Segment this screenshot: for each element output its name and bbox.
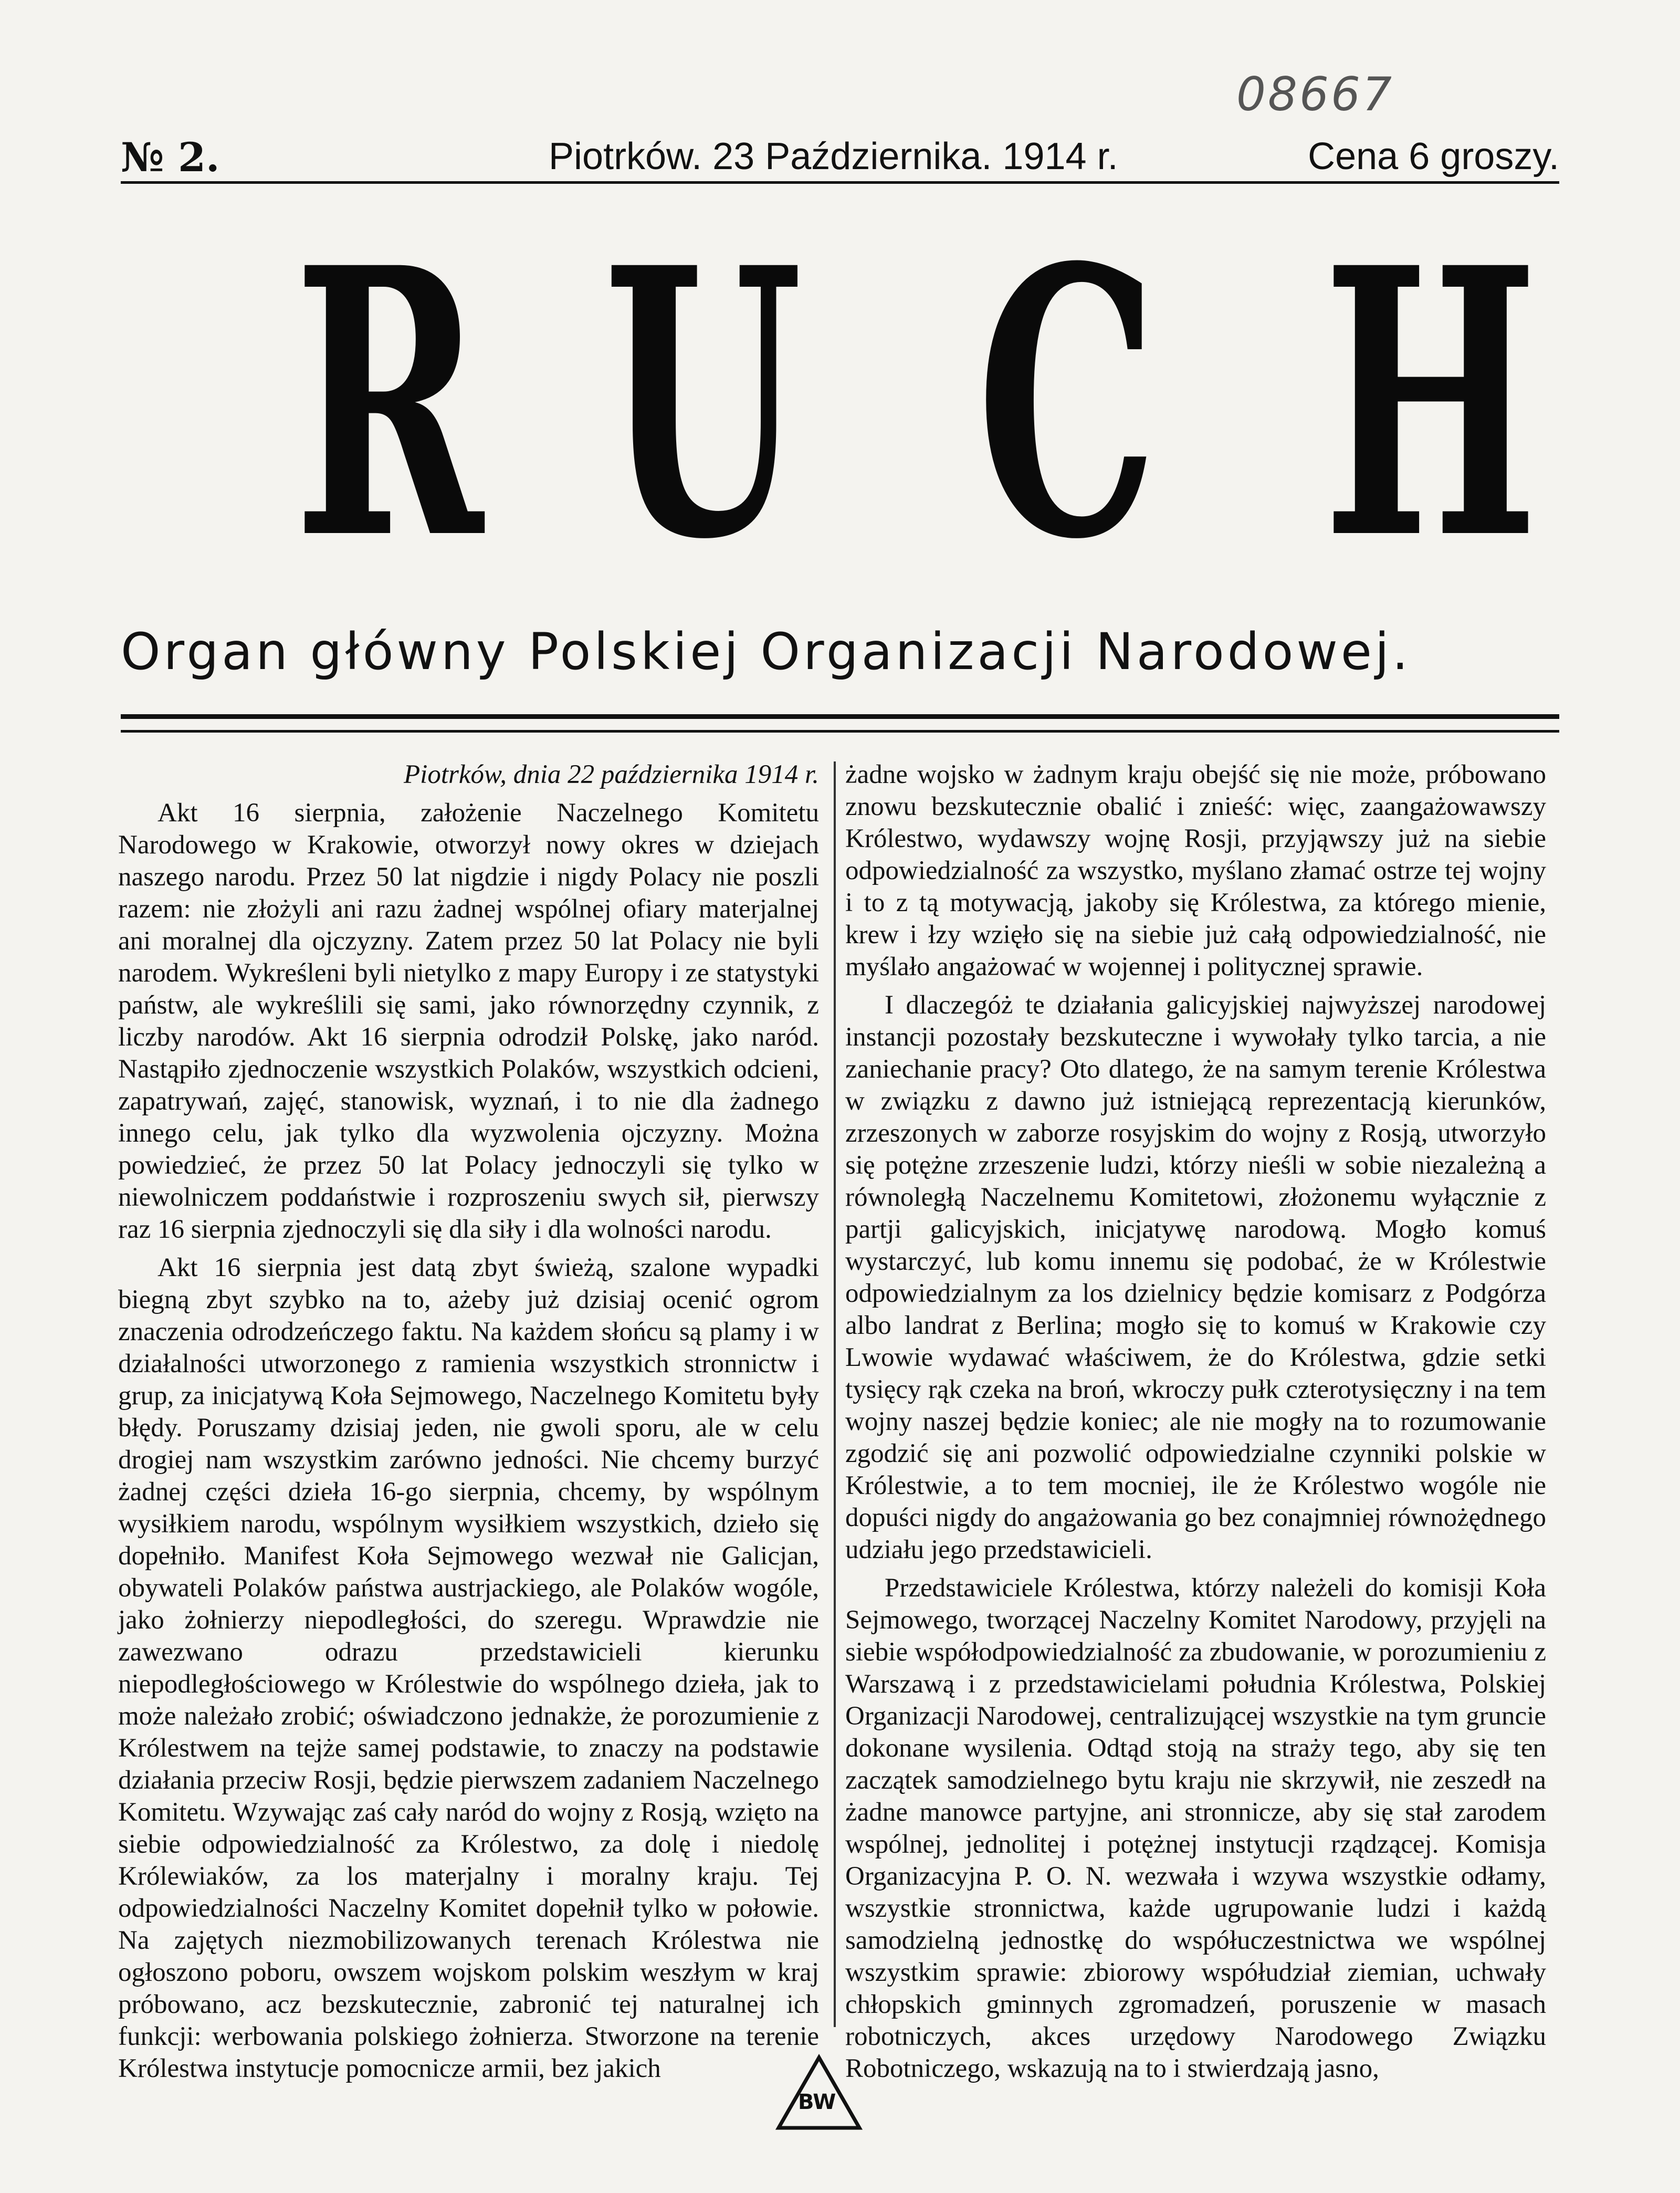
archive-number: 08667 xyxy=(1236,67,1394,121)
title-letter-c: C xyxy=(976,189,1158,620)
newspaper-subtitle: Organ główny Polskiej Organizacji Narodowej. xyxy=(121,622,1412,681)
masthead-rule xyxy=(121,181,1559,184)
article-paragraph: Akt 16 sierpnia jest datą zbyt świeżą, szalone wypadki biegną zbyt szybko na to, ażeby już dzisiaj ocenić ogrom znaczenia odrodzeńczego faktu. Na każdem słońcu są plamy i w działalności utworzonego z ramienia wszystkich stronnictw i grup, za inicjatywą Koła Sejmowego, Naczelnego Komitetu były błędy. Poruszamy dzisiaj jeden, nie gwoli sporu, ale w celu drogiej nam wszystkim zarówno jedności. Nie chcemy burzyć żadnej części dzieła 16-go sierpnia, chcemy, by wspólnym wysiłkiem narodu, wspólnym wysiłkiem wszystkich, dzieło się dopełniło. Manifest Koła Sejmowego wezwał nie Galicjan, obywateli Polaków państwa austrjackiego, ale Polaków wogóle, jako żołnierzy niepodległości, do szeregu. Wprawdzie nie zawezwano odrazu przedstawicieli kierunku niepodległościowego w Królestwie do wspólnego dzieła, jak to może należało zrobić; oświadczono jednakże, że porozumienie z Królestwem na tejże samej podstawie, to znaczy na podstawie działania przeciw Rosji, będzie pierwszem zadaniem Naczelnego Komitetu. Wzywając zaś cały naród do wojny z Rosją, wzięto na siebie odpowiedzialność za Królestwo, za dolę i niedolę Królewiaków, za los materjalny i moralny kraju. Tej odpowiedzialności Naczelny Komitet dopełnił tylko w połowie. Na zajętych niezmobilizowanych terenach Królestwa nie ogłoszono poboru, owszem wojskom polskim weszłym w kraj próbowano, acz bezskutecznie, zabronić tej naturalnej ich funkcji: werbowania polskiego żołnierza. Stworzone na terenie Królestwa instytucje pomocnicze armii, bez jakich xyxy=(118,1253,819,2083)
article-paragraph: żadne wojsko w żadnym kraju obejść się nie może, próbowano znowu bezskutecznie obalić i znieść: więc, zaangażowawszy Królestwo, wydawszy wojnę Rosji, przyjąwszy już na siebie odpowiedzialność za wszystko, myślano złamać ostrze tej wojny i to z tą motywacją, jakoby się Królestwa, za którego mienie, krew i łzy wzięło się na siebie już całą odpowiedzialność, nie myślało angażować w wojennej i politycznej sprawie. xyxy=(845,760,1546,981)
column-divider xyxy=(834,761,836,2027)
article-column-left xyxy=(118,759,819,2085)
article-paragraph: Akt 16 sierpnia, założenie Naczelnego Komitetu Narodowego w Krakowie, otworzył nowy okres w dziejach naszego narodu. Przez 50 lat nigdzie i nigdy Polacy nie poszli razem: nie złożyli ani razu żadnej wspólnej ofiary materjalnej ani moralnej dla ojczyzny. Zatem przez 50 lat Polacy nie byli narodem. Wykreśleni byli nietylko z mapy Europy i ze statystyki państw, ale wykreślili się sami, jako równorzędny czynnik, z liczby narodów. Akt 16 sierpnia odrodził Polskę, jako naród. Nastąpiło zjednoczenie wszystkich Polaków, wszystkich odcieni, zapatrywań, zajęć, stanowisk, wyznań, i to nie dla żadnego innego celu, jak tylko dla wyzwolenia ojczyzny. Można powiedzieć, że przez 50 lat Polacy jednoczyli się tylko w niewolniczem poddaństwie i rozproszeniu swych sił, pierwszy raz 16 sierpnia zjednoczyli się dla siły i dla wolności narodu. xyxy=(118,798,819,1244)
title-letter-u: U xyxy=(604,189,803,620)
article-dateline: Piotrków, dnia 22 października 1914 r. xyxy=(404,760,819,789)
article-paragraph: I dlaczegóż te działania galicyjskiej najwyższej narodowej instancji pozostały bezskuteczne i wywołały tylko tarcia, a nie zaniechanie pracy? Oto dlatego, że na samym terenie Królestwa w związku z dawno już istniejącą reprezentacją kierunków, zrzeszonych w zaborze rosyjskim do wojny z Rosją, utworzyło się potężne zrzeszenie ludzi, którzy nieśli w sobie niezależną a równoległą Naczelnemu Komitetowi, złożonemu wyłącznie z partji galicyjskich, inicjatywę narodową. Mogło komuś wystarczyć, lub komu innemu się podobać, że w Królestwie odpowiedzialnym za los dzielnicy będzie komisarz z Podgórza albo landrat z Berlina; mogło się to komuś w Krakowie czy Lwowie wydawać właściwem, że do Królestwa, gdzie setki tysięcy rąk czeka na broń, wkroczy pułk czterotysięczny i na tem wojny naszej będzie koniec; ale nie mogły na to rozumowanie zgodzić się ani pozwolić odpowiedzialne czynniki polskie w Królestwie, a to tem mocniej, ile że Królestwo wogóle nie dopuści nigdy do angażowania go bez conajmniej równożędnego udziału jego przedstawicieli. xyxy=(845,990,1546,1564)
title-letter-h: H xyxy=(1323,189,1539,620)
header-double-rule-thin xyxy=(121,730,1559,733)
library-stamp-text: BW xyxy=(798,2090,836,2114)
issue-dateline: Piotrków. 23 Października. 1914 r. xyxy=(549,135,1118,177)
article-column-right xyxy=(845,759,1546,2085)
title-letter-r: R xyxy=(294,189,484,620)
article-paragraph: Przedstawiciele Królestwa, którzy należeli do komisji Koła Sejmowego, tworzącej Naczelny Komitet Narodowy, przyjęli na siebie współodpowiedzialność za zbudowanie, w porozumieniu z Warszawą i z przedstawicielami południa Królestwa, Polskiej Organizacji Narodowej, centralizującej wszystkie na tym gruncie dokonane wysilenia. Odtąd stoją na straży tego, aby się ten zaczątek samodzielnego bytu kraju nie skrzywił, nie zeszedł na żadne manowce partyjne, ani stronnicze, aby się stał zarodem wspólnej, jednolitej i potężnej instytucji rządzącej. Komisja Organizacyjna P. O. N. wezwała i wzywa wszystkie odłamy, wszystkie stronnictwa, każde ugrupowanie ludzi i każdą samodzielną jednostkę do współuczestnictwa we wspólnej wszystkim sprawie: zbiorowy współudział ziemian, uchwały chłopskich gminnych zgromadzeń, poruszenie w masach robotniczych, akces urzędowy Narodowego Związku Robotniczego, wskazują na to i stwierdzają jasno, xyxy=(845,1573,1546,2083)
issue-number: № 2. xyxy=(121,134,220,181)
issue-price: Cena 6 groszy. xyxy=(1308,135,1559,177)
header-double-rule-thick xyxy=(121,714,1559,719)
